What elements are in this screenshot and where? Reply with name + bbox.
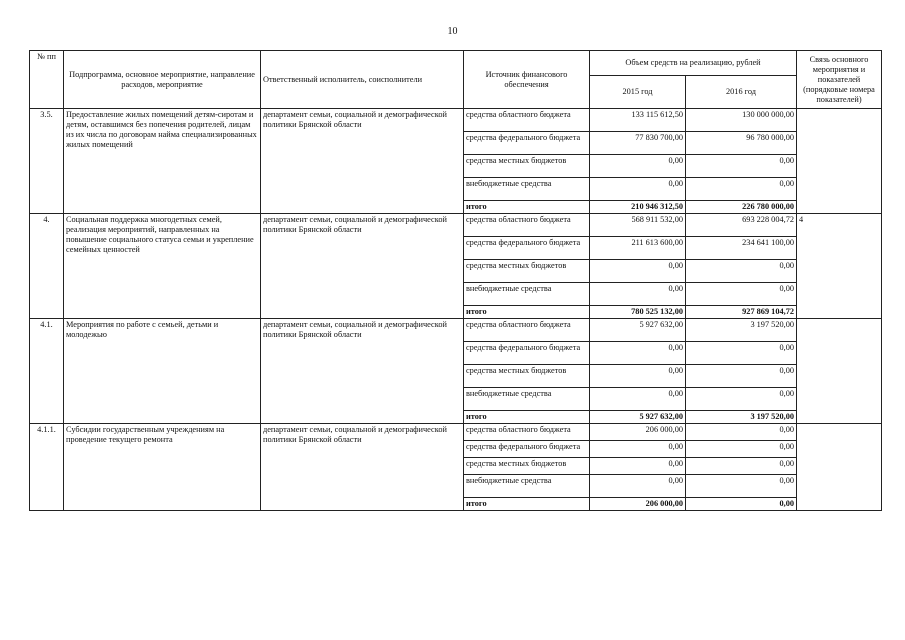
funding-source: средства местных бюджетов — [464, 365, 590, 388]
row-number: 4.1. — [30, 319, 64, 424]
funding-source: средства федерального бюджета — [464, 237, 590, 260]
funding-source: средства федерального бюджета — [464, 342, 590, 365]
row-number: 4. — [30, 214, 64, 319]
funding-source: итого — [464, 411, 590, 424]
table-row — [30, 214, 882, 237]
executor: департамент семьи, социальной и демографической политики Брянской области — [261, 424, 464, 511]
header-executor: Ответственный исполнитель, соисполнители — [261, 51, 464, 109]
amount-2016: 234 641 100,00 — [686, 237, 797, 260]
amount-2016: 3 197 520,00 — [686, 411, 797, 424]
amount-2015: 568 911 532,00 — [590, 214, 686, 237]
amount-2016: 0,00 — [686, 388, 797, 411]
funding-source: средства федерального бюджета — [464, 132, 590, 155]
amount-2015: 133 115 612,50 — [590, 109, 686, 132]
amount-2015: 0,00 — [590, 475, 686, 498]
amount-2016: 0,00 — [686, 283, 797, 306]
funding-source: итого — [464, 201, 590, 214]
amount-2015: 5 927 632,00 — [590, 319, 686, 342]
table-row — [30, 319, 882, 342]
amount-2016: 0,00 — [686, 424, 797, 441]
funding-source: средства областного бюджета — [464, 109, 590, 132]
measure-name: Социальная поддержка многодетных семей, реализация мероприятий, направленных на повышение социального статуса семьи и укрепление семейных ценностей — [64, 214, 261, 319]
amount-2016: 693 228 004,72 — [686, 214, 797, 237]
funding-source: средства местных бюджетов — [464, 458, 590, 475]
amount-2016: 0,00 — [686, 441, 797, 458]
amount-2015: 0,00 — [590, 388, 686, 411]
budget-table — [29, 50, 882, 511]
amount-2015: 0,00 — [590, 441, 686, 458]
amount-2016: 96 780 000,00 — [686, 132, 797, 155]
amount-2015: 5 927 632,00 — [590, 411, 686, 424]
header-source: Источник финансового обеспечения — [464, 51, 590, 109]
funding-source: средства местных бюджетов — [464, 260, 590, 283]
amount-2015: 0,00 — [590, 260, 686, 283]
table-row — [30, 424, 882, 441]
measure-name: Мероприятия по работе с семьей, детьми и молодежью — [64, 319, 261, 424]
indicator-link: 4 — [797, 214, 882, 319]
amount-2015: 0,00 — [590, 283, 686, 306]
amount-2015: 0,00 — [590, 365, 686, 388]
amount-2016: 927 869 104,72 — [686, 306, 797, 319]
amount-2016: 226 780 000,00 — [686, 201, 797, 214]
amount-2016: 0,00 — [686, 260, 797, 283]
executor: департамент семьи, социальной и демографической политики Брянской области — [261, 109, 464, 214]
amount-2015: 210 946 312,50 — [590, 201, 686, 214]
header-year-2015: 2015 год — [590, 76, 686, 109]
row-number: 4.1.1. — [30, 424, 64, 511]
row-number: 3.5. — [30, 109, 64, 214]
executor: департамент семьи, социальной и демографической политики Брянской области — [261, 319, 464, 424]
amount-2016: 0,00 — [686, 458, 797, 475]
funding-source: средства областного бюджета — [464, 319, 590, 342]
header-volume: Объем средств на реализацию, рублей — [590, 51, 797, 76]
amount-2015: 780 525 132,00 — [590, 306, 686, 319]
funding-source: внебюджетные средства — [464, 283, 590, 306]
amount-2015: 0,00 — [590, 155, 686, 178]
funding-source: внебюджетные средства — [464, 475, 590, 498]
measure-name: Предоставление жилых помещений детям-сиротам и детям, оставшимся без попечения родителей, лицам из их числа по договорам найма специализированных жилых помещений — [64, 109, 261, 214]
amount-2015: 206 000,00 — [590, 498, 686, 511]
amount-2015: 0,00 — [590, 458, 686, 475]
amount-2016: 3 197 520,00 — [686, 319, 797, 342]
measure-name: Субсидии государственным учреждениям на проведение текущего ремонта — [64, 424, 261, 511]
amount-2016: 0,00 — [686, 475, 797, 498]
table-body — [30, 109, 882, 511]
table-row — [30, 109, 882, 132]
amount-2015: 0,00 — [590, 178, 686, 201]
indicator-link — [797, 319, 882, 424]
funding-source: внебюджетные средства — [464, 388, 590, 411]
amount-2016: 0,00 — [686, 498, 797, 511]
amount-2016: 0,00 — [686, 178, 797, 201]
amount-2016: 130 000 000,00 — [686, 109, 797, 132]
indicator-link — [797, 109, 882, 214]
page-number: 10 — [447, 26, 458, 37]
header-link: Связь основного мероприятия и показателей (порядковые номера показателей) — [797, 51, 882, 109]
amount-2016: 0,00 — [686, 155, 797, 178]
amount-2015: 0,00 — [590, 342, 686, 365]
executor: департамент семьи, социальной и демографической политики Брянской области — [261, 214, 464, 319]
header-subprogram: Подпрограмма, основное мероприятие, направление расходов, мероприятие — [64, 51, 261, 109]
funding-source: средства федерального бюджета — [464, 441, 590, 458]
funding-source: итого — [464, 498, 590, 511]
header-year-2016: 2016 год — [686, 76, 797, 109]
funding-source: средства местных бюджетов — [464, 155, 590, 178]
amount-2016: 0,00 — [686, 365, 797, 388]
amount-2015: 211 613 600,00 — [590, 237, 686, 260]
funding-source: средства областного бюджета — [464, 214, 590, 237]
amount-2016: 0,00 — [686, 342, 797, 365]
funding-source: итого — [464, 306, 590, 319]
amount-2015: 206 000,00 — [590, 424, 686, 441]
header-num: № пп — [30, 51, 64, 109]
indicator-link — [797, 424, 882, 511]
funding-source: внебюджетные средства — [464, 178, 590, 201]
funding-source: средства областного бюджета — [464, 424, 590, 441]
amount-2015: 77 830 700,00 — [590, 132, 686, 155]
